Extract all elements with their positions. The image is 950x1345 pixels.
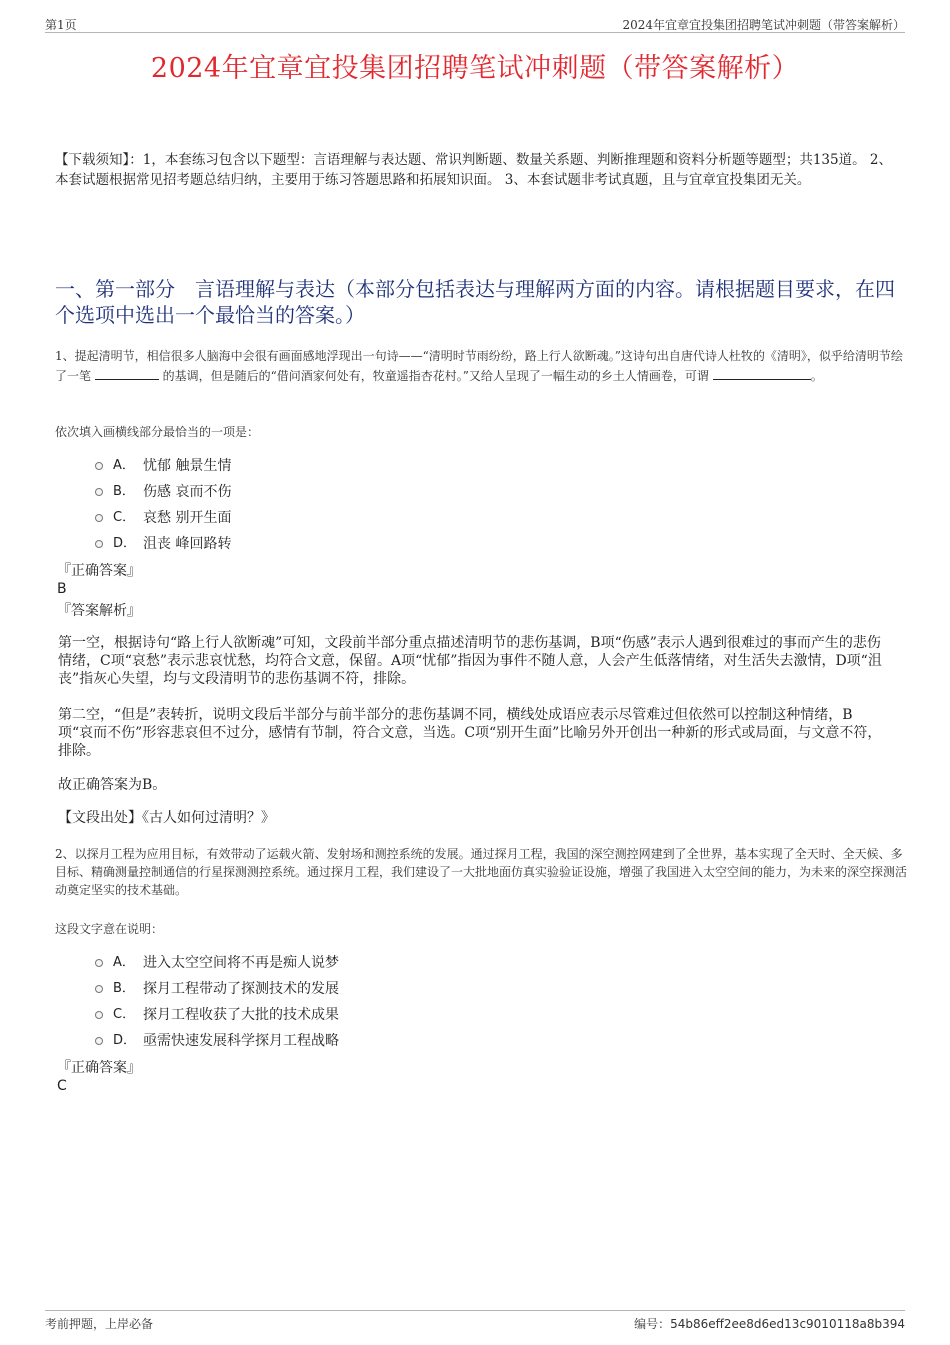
q1-option-b[interactable]: B． 伤感 哀而不伤	[95, 479, 231, 505]
footer-slogan: 考前押题，上岸必备	[45, 1317, 154, 1331]
radio-button-icon[interactable]	[95, 959, 103, 967]
document-code: 编号：54b86eff2ee8d6ed13c9010118a8b394	[634, 1317, 905, 1331]
download-notice: 【下载须知】：1，本套练习包含以下题型：言语理解与表达题、常识判断题、数量关系题、判断推理题和资料分析题等题型；共135道。 2、本套试题根据常见招考题总结归纳，主要用于练习答题思路和拓展知识面。 3、本套试题非考试真题，且与宜章宜投集团无关。	[55, 152, 892, 188]
radio-button-icon[interactable]	[95, 985, 103, 993]
q2-option-b[interactable]: B． 探月工程带动了探测技术的发展	[95, 976, 339, 1002]
radio-button-icon[interactable]	[95, 488, 103, 496]
question-1-prompt: 依次填入画横线部分最恰当的一项是：	[55, 425, 260, 439]
radio-button-icon[interactable]	[95, 514, 103, 522]
q1-answer-label: 『正确答案』	[57, 563, 141, 579]
q2-option-d[interactable]: D． 亟需快速发展科学探月工程战略	[95, 1028, 339, 1054]
q1-analysis-paragraph-1: 第一空，根据诗句“路上行人欲断魂”可知，文段前半部分重点描述清明节的悲伤基调，B项“伤感”表示人遇到很难过的事而产生的悲伤情绪，C项“哀愁”表示悲哀忧愁，均符合文意，保留。A项“忧郁”指因为事件不随人意，人会产生低落情绪，对生活失去激情，D项“沮丧”指灰心失望，均与文段清明节的悲伤基调不符，排除。	[58, 635, 882, 687]
radio-button-icon[interactable]	[95, 540, 103, 548]
page-number: 第1页	[45, 18, 77, 32]
q1-conclusion: 故正确答案为B。	[58, 777, 167, 793]
radio-button-icon[interactable]	[95, 462, 103, 470]
page-header	[45, 14, 905, 33]
question-2-options	[95, 950, 339, 1054]
q2-answer-label: 『正确答案』	[57, 1060, 141, 1076]
q2-option-c[interactable]: C． 探月工程收获了大批的技术成果	[95, 1002, 339, 1028]
q1-answer: B	[57, 581, 67, 597]
header-doc-title: 2024年宜章宜投集团招聘笔试冲刺题（带答案解析）	[622, 18, 905, 32]
q1-option-c[interactable]: C． 哀愁 别开生面	[95, 505, 231, 531]
document-title: 2024年宜章宜投集团招聘笔试冲刺题（带答案解析）	[150, 53, 800, 84]
fill-blank-2	[713, 366, 811, 380]
q2-option-a[interactable]: A． 进入太空空间将不再是痴人说梦	[95, 950, 339, 976]
page-footer	[45, 1310, 905, 1335]
q2-answer: C	[57, 1078, 67, 1094]
q1-analysis-label: 『答案解析』	[57, 603, 141, 619]
radio-button-icon[interactable]	[95, 1037, 103, 1045]
fill-blank-1	[95, 366, 159, 380]
question-2-prompt: 这段文字意在说明：	[55, 922, 164, 936]
section-heading: 一、第一部分 言语理解与表达（本部分包括表达与理解两方面的内容。请根据题目要求，在四个选项中选出一个最恰当的答案。）	[55, 277, 895, 327]
q1-option-a[interactable]: A． 忧郁 触景生情	[95, 453, 231, 479]
q1-option-d[interactable]: D． 沮丧 峰回路转	[95, 531, 231, 557]
q1-source: 【文段出处】《古人如何过清明？》	[58, 810, 275, 826]
q1-analysis-paragraph-2: 第二空，“但是”表转折，说明文段后半部分与前半部分的悲伤基调不同，横线处成语应表示尽管难过但依然可以控制这种情绪，B项“哀而不伤”形容悲哀但不过分，感情有节制，符合文意，当选。C项“别开生面”比喻另外开创出一种新的形式或局面，与文意不符，排除。	[58, 707, 882, 759]
question-1-options	[95, 453, 231, 557]
radio-button-icon[interactable]	[95, 1011, 103, 1019]
question-2-stem: 2、以探月工程为应用目标，有效带动了运载火箭、发射场和测控系统的发展。通过探月工程，我国的深空测控网建到了全世界，基本实现了全天时、全天候、多目标、精确测量控制通信的行星探测测控系统。通过探月工程，我们建设了一大批地面仿真实验验证设施，增强了我国进入太空空间的能力，为未来的深空探测活动奠定坚实的技术基础。	[55, 847, 908, 897]
question-1-stem: 1、提起清明节，相信很多人脑海中会很有画面感地浮现出一句诗——“清明时节雨纷纷，路上行人欲断魂。”这诗句出自唐代诗人杜牧的《清明》，似乎给清明节绘了一笔 的基调，但是随后的“借问酒家何处有，牧童遥指杏花村。”又给人呈现了一幅生动的乡土人情画卷，可谓 。	[55, 349, 903, 383]
